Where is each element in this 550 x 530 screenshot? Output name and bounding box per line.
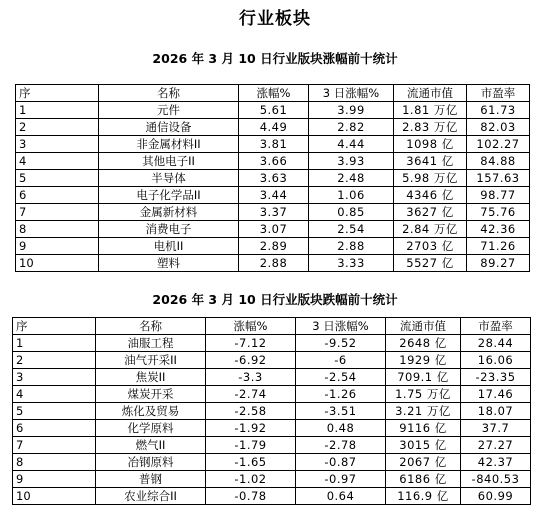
cell-name: 半导体 [99, 170, 239, 187]
cell-change: -1.92 [206, 420, 296, 437]
cell-name: 通信设备 [99, 119, 239, 136]
cell-index: 7 [13, 437, 96, 454]
cell-index: 4 [16, 153, 99, 170]
header-name: 名称 [99, 85, 239, 102]
cell-name: 电子化学品II [99, 187, 239, 204]
cell-index: 3 [13, 369, 96, 386]
cell-market-cap: 2067 亿 [386, 454, 461, 471]
cell-pe-ratio: 61.73 [467, 102, 530, 119]
cell-3day-change: -2.78 [296, 437, 386, 454]
cell-name: 炼化及贸易 [96, 403, 206, 420]
cell-pe-ratio: 89.27 [467, 255, 530, 272]
cell-3day-change: 2.88 [309, 238, 394, 255]
cell-3day-change: -0.97 [296, 471, 386, 488]
cell-name: 煤炭开采 [96, 386, 206, 403]
cell-market-cap: 1.75 万亿 [386, 386, 461, 403]
table-row [13, 352, 531, 369]
table-row [13, 369, 531, 386]
cell-change: 3.66 [239, 153, 309, 170]
table-header-row [13, 318, 531, 335]
cell-change: 2.89 [239, 238, 309, 255]
cell-market-cap: 116.9 亿 [386, 488, 461, 505]
cell-3day-change: 2.54 [309, 221, 394, 238]
cell-name: 电机II [99, 238, 239, 255]
cell-market-cap: 2648 亿 [386, 335, 461, 352]
cell-pe-ratio: 60.99 [461, 488, 531, 505]
cell-3day-change: -9.52 [296, 335, 386, 352]
cell-name: 油气开采II [96, 352, 206, 369]
cell-change: 4.49 [239, 119, 309, 136]
cell-index: 6 [13, 420, 96, 437]
cell-pe-ratio: 27.27 [461, 437, 531, 454]
cell-3day-change: 2.48 [309, 170, 394, 187]
header-pe-ratio: 市盈率 [461, 318, 531, 335]
cell-pe-ratio: 82.03 [467, 119, 530, 136]
table-row [13, 420, 531, 437]
cell-market-cap: 1098 亿 [394, 136, 467, 153]
cell-market-cap: 6186 亿 [386, 471, 461, 488]
cell-index: 5 [16, 170, 99, 187]
cell-pe-ratio: 17.46 [461, 386, 531, 403]
cell-pe-ratio: 84.88 [467, 153, 530, 170]
cell-change: 3.07 [239, 221, 309, 238]
cell-pe-ratio: 18.07 [461, 403, 531, 420]
table-row [16, 170, 530, 187]
cell-name: 焦炭II [96, 369, 206, 386]
header-change: 涨幅% [206, 318, 296, 335]
cell-change: -3.3 [206, 369, 296, 386]
cell-market-cap: 3641 亿 [394, 153, 467, 170]
cell-index: 3 [16, 136, 99, 153]
cell-index: 5 [13, 403, 96, 420]
rise-table [15, 84, 530, 272]
cell-market-cap: 3627 亿 [394, 204, 467, 221]
cell-change: -1.79 [206, 437, 296, 454]
cell-market-cap: 3.21 万亿 [386, 403, 461, 420]
cell-change: 3.37 [239, 204, 309, 221]
cell-index: 4 [13, 386, 96, 403]
cell-change: 3.44 [239, 187, 309, 204]
cell-index: 10 [16, 255, 99, 272]
cell-3day-change: -2.54 [296, 369, 386, 386]
fall-table [12, 317, 531, 505]
header-change: 涨幅% [239, 85, 309, 102]
cell-index: 9 [13, 471, 96, 488]
rise-section-title: 2026 年 3 月 10 日行业版块涨幅前十统计 [152, 51, 398, 66]
fall-section-title: 2026 年 3 月 10 日行业版块跌幅前十统计 [152, 292, 398, 307]
cell-market-cap: 2703 亿 [394, 238, 467, 255]
cell-market-cap: 1929 亿 [386, 352, 461, 369]
table-row [16, 136, 530, 153]
cell-pe-ratio: 16.06 [461, 352, 531, 369]
header-index: 序 [13, 318, 96, 335]
header-name: 名称 [96, 318, 206, 335]
table-row [16, 102, 530, 119]
cell-name: 化学原料 [96, 420, 206, 437]
cell-3day-change: -1.26 [296, 386, 386, 403]
cell-change: -1.65 [206, 454, 296, 471]
table-header-row [16, 85, 530, 102]
header-index: 序 [16, 85, 99, 102]
cell-3day-change: 1.06 [309, 187, 394, 204]
cell-3day-change: 0.85 [309, 204, 394, 221]
cell-index: 6 [16, 187, 99, 204]
page-title: 行业板块 [239, 9, 311, 29]
cell-name: 元件 [99, 102, 239, 119]
cell-name: 普钢 [96, 471, 206, 488]
cell-market-cap: 5.98 万亿 [394, 170, 467, 187]
cell-3day-change: -3.51 [296, 403, 386, 420]
header-3day-change: 3 日涨幅% [309, 85, 394, 102]
cell-pe-ratio: 102.27 [467, 136, 530, 153]
cell-change: 2.88 [239, 255, 309, 272]
cell-index: 9 [16, 238, 99, 255]
cell-name: 金属新材料 [99, 204, 239, 221]
cell-market-cap: 2.84 万亿 [394, 221, 467, 238]
cell-3day-change: 3.33 [309, 255, 394, 272]
cell-pe-ratio: -840.53 [461, 471, 531, 488]
table-row [16, 119, 530, 136]
cell-3day-change: 0.64 [296, 488, 386, 505]
cell-index: 1 [16, 102, 99, 119]
cell-3day-change: 3.99 [309, 102, 394, 119]
cell-pe-ratio: 71.26 [467, 238, 530, 255]
cell-change: 3.81 [239, 136, 309, 153]
cell-index: 1 [13, 335, 96, 352]
table-row [13, 454, 531, 471]
cell-pe-ratio: 42.36 [467, 221, 530, 238]
cell-pe-ratio: 75.76 [467, 204, 530, 221]
cell-name: 冶钢原料 [96, 454, 206, 471]
cell-market-cap: 1.81 万亿 [394, 102, 467, 119]
cell-change: 3.63 [239, 170, 309, 187]
cell-market-cap: 2.83 万亿 [394, 119, 467, 136]
cell-name: 非金属材料II [99, 136, 239, 153]
cell-pe-ratio: 98.77 [467, 187, 530, 204]
cell-market-cap: 4346 亿 [394, 187, 467, 204]
cell-3day-change: 4.44 [309, 136, 394, 153]
table-row [16, 238, 530, 255]
table-row [16, 255, 530, 272]
header-market-cap: 流通市值 [394, 85, 467, 102]
cell-index: 10 [13, 488, 96, 505]
cell-change: -6.92 [206, 352, 296, 369]
cell-3day-change: -0.87 [296, 454, 386, 471]
cell-3day-change: 0.48 [296, 420, 386, 437]
table-row [16, 204, 530, 221]
cell-index: 8 [16, 221, 99, 238]
cell-market-cap: 709.1 亿 [386, 369, 461, 386]
cell-market-cap: 5527 亿 [394, 255, 467, 272]
cell-name: 燃气II [96, 437, 206, 454]
cell-name: 其他电子II [99, 153, 239, 170]
cell-pe-ratio: 42.37 [461, 454, 531, 471]
cell-index: 2 [13, 352, 96, 369]
table-row [16, 187, 530, 204]
table-row [13, 335, 531, 352]
header-pe-ratio: 市盈率 [467, 85, 530, 102]
cell-name: 消费电子 [99, 221, 239, 238]
table-row [13, 403, 531, 420]
cell-3day-change: -6 [296, 352, 386, 369]
table-row [13, 471, 531, 488]
cell-pe-ratio: 37.7 [461, 420, 531, 437]
cell-name: 油服工程 [96, 335, 206, 352]
cell-change: -2.58 [206, 403, 296, 420]
table-row [13, 488, 531, 505]
cell-change: -7.12 [206, 335, 296, 352]
cell-pe-ratio: -23.35 [461, 369, 531, 386]
cell-3day-change: 2.82 [309, 119, 394, 136]
table-row [13, 386, 531, 403]
cell-name: 农业综合II [96, 488, 206, 505]
cell-index: 2 [16, 119, 99, 136]
cell-index: 8 [13, 454, 96, 471]
cell-market-cap: 9116 亿 [386, 420, 461, 437]
cell-name: 塑料 [99, 255, 239, 272]
cell-change: -1.02 [206, 471, 296, 488]
table-row [16, 221, 530, 238]
cell-pe-ratio: 157.63 [467, 170, 530, 187]
cell-change: -0.78 [206, 488, 296, 505]
header-market-cap: 流通市值 [386, 318, 461, 335]
cell-3day-change: 3.93 [309, 153, 394, 170]
cell-index: 7 [16, 204, 99, 221]
cell-pe-ratio: 28.44 [461, 335, 531, 352]
table-row [13, 437, 531, 454]
cell-change: -2.74 [206, 386, 296, 403]
header-3day-change: 3 日涨幅% [296, 318, 386, 335]
cell-change: 5.61 [239, 102, 309, 119]
table-row [16, 153, 530, 170]
cell-market-cap: 3015 亿 [386, 437, 461, 454]
